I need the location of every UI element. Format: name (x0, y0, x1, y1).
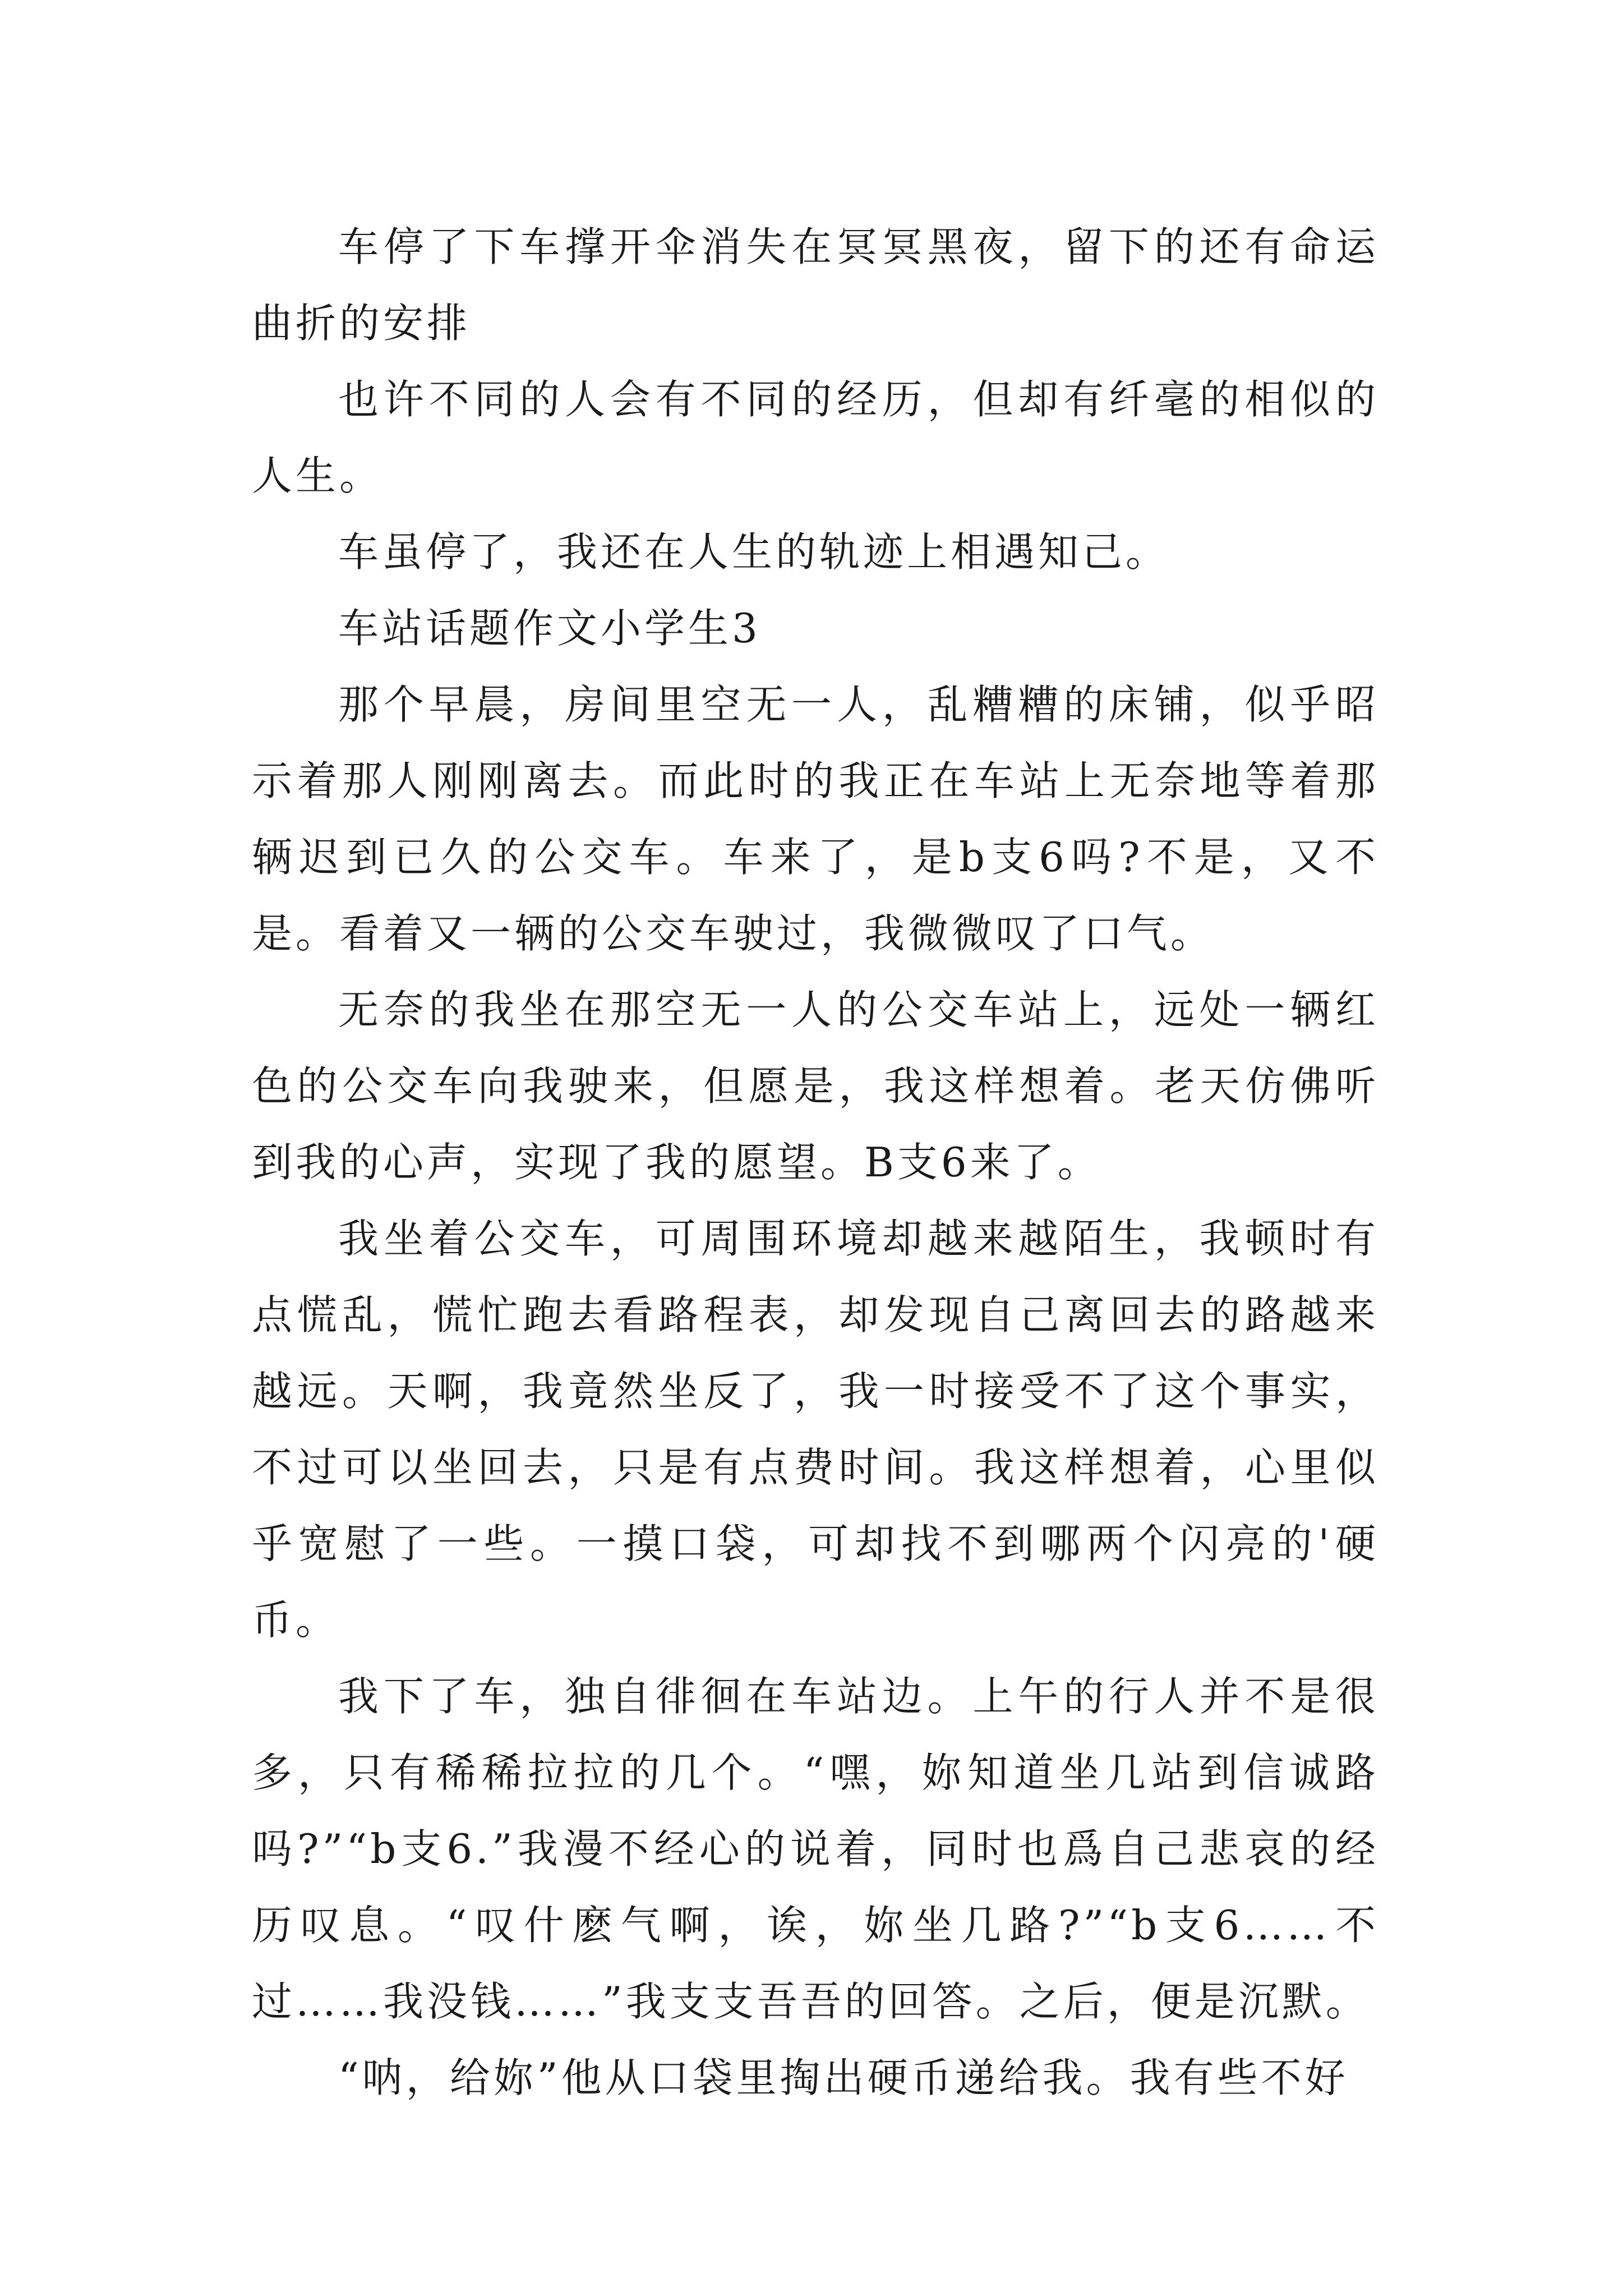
paragraph-7: 我坐着公交车，可周围环境却越来越陌生，我顿时有点慌乱，慌忙跑去看路程表，却发现自己离回去的路越来越远。天啊，我竟然坐反了，我一时接受不了这个事实，不过可以坐回去，只是有点费时间。我这样想着，心里似乎宽慰了一些。一摸口袋，可却找不到哪两个闪亮的'硬币。 (252, 1215, 1379, 1644)
document-body (252, 209, 1379, 2116)
paragraph-1: 车停了下车撑开伞消失在冥冥黑夜，留下的还有命运曲折的安排 (252, 223, 1379, 347)
paragraph-3: 车虽停了，我还在人生的轨迹上相遇知己。 (338, 528, 1170, 576)
paragraph-6: 无奈的我坐在那空无一人的公交车站上，远处一辆红色的公交车向我驶来，但愿是，我这样想着。老天仿佛听到我的心声，实现了我的愿望。B支6来了。 (252, 986, 1379, 1186)
section-heading: 车站话题作文小学生3 (338, 605, 761, 652)
paragraph-8: 我下了车，独自徘徊在车站边。上午的行人并不是很多，只有稀稀拉拉的几个。“嘿，妳知道坐几站到信诚路吗?”“b支6.”我漫不经心的说着，同时也爲自己悲哀的经历叹息。“叹什麽气啊，诶，妳坐几路?”“b支6……不过……我没钱……”我支支吾吾的回答。之后，便是沉默。 (252, 1673, 1379, 2025)
paragraph-5: 那个早晨，房间里空无一人，乱糟糟的床铺，似乎昭示着那人刚刚离去。而此时的我正在车站上无奈地等着那辆迟到已久的公交车。车来了，是b支6吗?不是，又不是。看着又一辆的公交车驶过，我微微叹了口气。 (252, 681, 1379, 957)
paragraph-9: “呐，给妳”他从口袋里掏出硬币递给我。我有些不好 (338, 2054, 1349, 2101)
paragraph-2: 也许不同的人会有不同的经历，但却有纤毫的相似的人生。 (252, 376, 1379, 499)
